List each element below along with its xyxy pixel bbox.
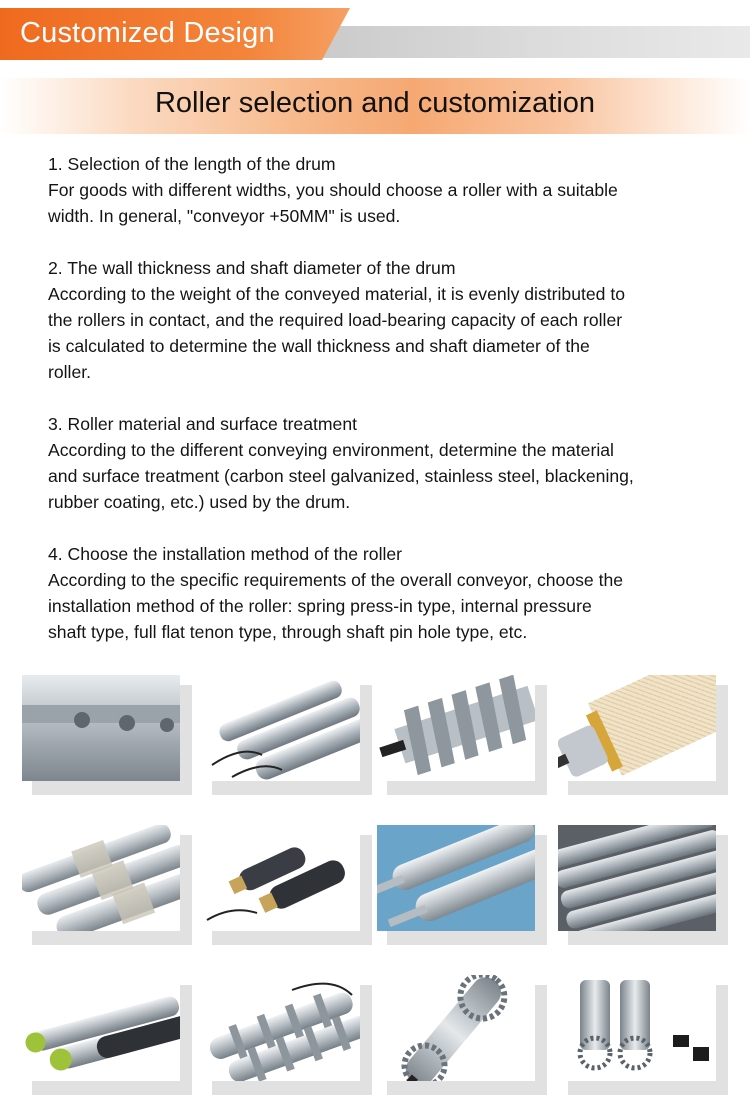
roller-photo-brush [558, 675, 728, 795]
header-banner [0, 0, 750, 62]
guide-heading: 1. Selection of the length of the drum [48, 154, 336, 174]
guide-item-installation [48, 541, 738, 645]
guide-text: For goods with different widths, you should choose a roller with a suitable [48, 180, 618, 200]
roller-photo-rubber-coated [202, 825, 372, 945]
guide-text: shaft type, full flat tenon type, through shaft pin hole type, etc. [48, 622, 528, 642]
guide-text: roller. [48, 362, 92, 382]
selection-guide [48, 151, 738, 671]
roller-photo-grooved-tube [22, 675, 192, 795]
guide-text: According to the different conveying environment, determine the material [48, 440, 614, 460]
guide-text: the rollers in contact, and the required load-bearing capacity of each roller [48, 310, 623, 330]
guide-text: rubber coating, etc.) used by the drum. [48, 492, 351, 512]
guide-text: is calculated to determine the wall thickness and shaft diameter of the [48, 336, 590, 356]
guide-heading: 2. The wall thickness and shaft diameter of the drum [48, 258, 456, 278]
roller-photo-twin-sprocket [558, 975, 728, 1095]
banner-title: Customized Design [20, 17, 275, 49]
roller-photo-spiral [377, 675, 547, 795]
roller-photo-green-ends [22, 975, 192, 1095]
roller-photo-sprocket [377, 975, 547, 1095]
guide-item-length [48, 151, 738, 229]
guide-item-material [48, 411, 738, 515]
guide-text: installation method of the roller: spring press-in type, internal pressure [48, 596, 592, 616]
guide-heading: 3. Roller material and surface treatment [48, 414, 358, 434]
guide-item-wall-thickness [48, 255, 738, 385]
roller-photo-shaft-blue [377, 825, 547, 945]
roller-photo-lugged [202, 975, 372, 1095]
banner-grey-bar [300, 26, 750, 58]
roller-photo-sleeve-rollers [22, 825, 192, 945]
guide-text: According to the weight of the conveyed material, it is evenly distributed to [48, 284, 625, 304]
guide-text: and surface treatment (carbon steel galvanized, stainless steel, blackening, [48, 466, 634, 486]
roller-photo-roller-stack [558, 825, 728, 945]
roller-photo-motorized-set [202, 675, 372, 795]
guide-text: According to the specific requirements of the overall conveyor, choose the [48, 570, 624, 590]
section-title: Roller selection and customization [154, 87, 596, 119]
guide-text: width. In general, "conveyor +50MM" is used. [48, 206, 401, 226]
guide-heading: 4. Choose the installation method of the roller [48, 544, 403, 564]
